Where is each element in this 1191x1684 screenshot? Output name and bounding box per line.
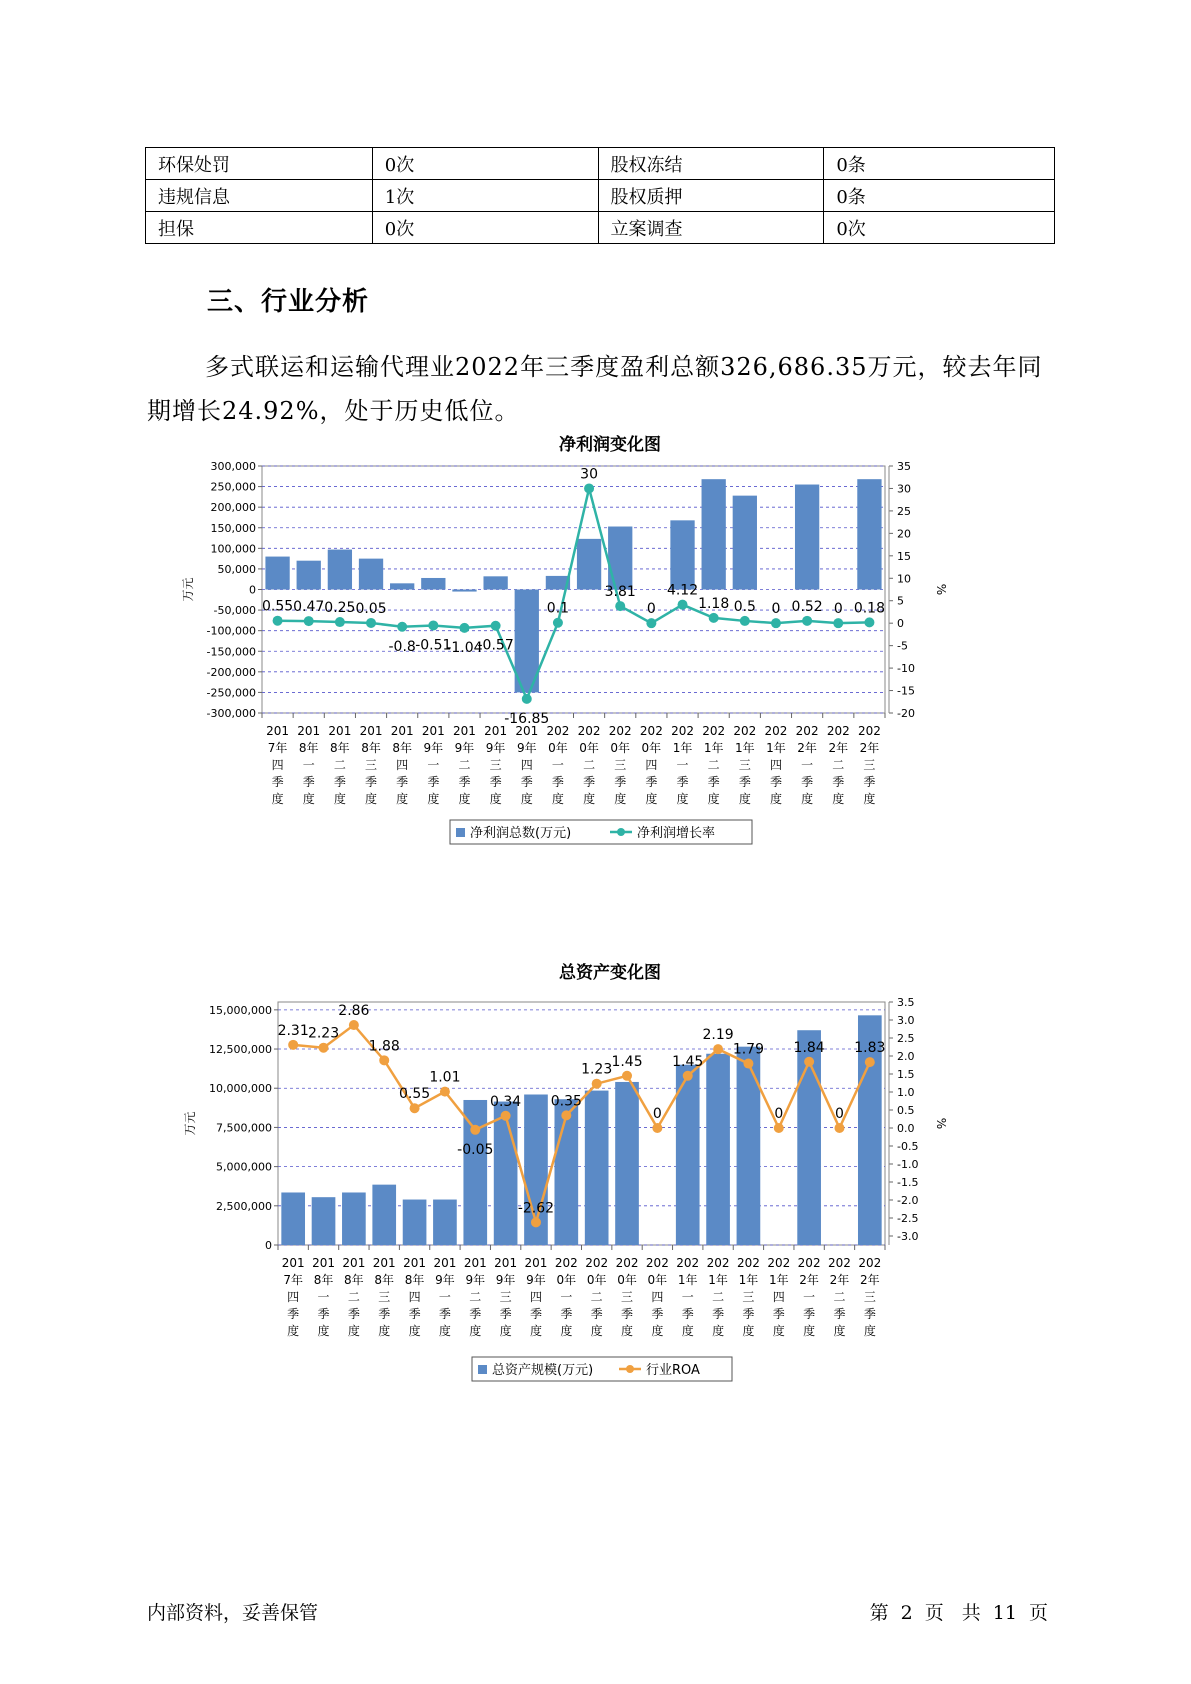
line-point bbox=[522, 694, 532, 704]
line-point-label: -1.04 bbox=[446, 639, 483, 656]
line-point-label: -0.8 bbox=[388, 638, 416, 655]
line-point-label: 0 bbox=[835, 1106, 844, 1122]
total-assets-chart-title: 总资产变化图 bbox=[559, 963, 661, 983]
line-point-label: -0.57 bbox=[477, 637, 514, 654]
line-point bbox=[615, 601, 625, 611]
risk-item-label: 股权质押 bbox=[598, 180, 824, 212]
y2-tick-label: -3.0 bbox=[897, 1230, 919, 1243]
line-point bbox=[304, 616, 314, 626]
bar bbox=[421, 578, 445, 590]
bar bbox=[452, 590, 476, 592]
bar bbox=[328, 550, 352, 590]
line-point bbox=[501, 1111, 511, 1121]
y-axis-title: 万元 bbox=[183, 1111, 197, 1136]
bar bbox=[795, 485, 819, 590]
y2-tick-label: -1.0 bbox=[897, 1158, 919, 1171]
y2-tick-label: -15 bbox=[897, 684, 915, 698]
y2-tick-label: 2.5 bbox=[897, 1032, 915, 1045]
line-point bbox=[273, 616, 283, 626]
line-point-label: 0 bbox=[646, 601, 656, 618]
line-point-label: 0.52 bbox=[791, 598, 823, 615]
bar bbox=[265, 557, 289, 590]
line-point bbox=[804, 1057, 814, 1067]
line-point bbox=[652, 1123, 662, 1133]
x-tick-label: 202 1年二季度 bbox=[702, 724, 726, 806]
y2-tick-label: 0 bbox=[897, 617, 904, 631]
risk-table-row bbox=[146, 148, 1055, 180]
x-tick-label: 201 9年一季度 bbox=[433, 1256, 457, 1338]
line-point-label: 0.25 bbox=[324, 600, 356, 617]
x-tick-label: 202 1年三季度 bbox=[736, 1256, 760, 1338]
line-point bbox=[771, 618, 781, 628]
line-point-label: 1.84 bbox=[793, 1039, 825, 1056]
y2-tick-label: 3.0 bbox=[897, 1014, 915, 1027]
y-tick-label: 150,000 bbox=[210, 521, 256, 535]
total-assets-chart bbox=[180, 958, 1040, 1398]
line-point bbox=[864, 617, 874, 627]
line-point bbox=[743, 1059, 753, 1069]
line-point-label: 0.35 bbox=[550, 1093, 582, 1110]
x-tick-label: 202 1年四季度 bbox=[764, 724, 788, 806]
y-tick-label: 7,500,000 bbox=[216, 1121, 272, 1135]
footer-note: 内部资料，妥善保管 bbox=[147, 1602, 319, 1624]
x-tick-label: 202 2年三季度 bbox=[858, 1256, 882, 1338]
x-tick-label: 201 9年一季度 bbox=[421, 724, 445, 806]
y2-tick-label: 25 bbox=[897, 504, 911, 518]
line-point bbox=[410, 1103, 420, 1113]
risk-item-value: 0条 bbox=[824, 180, 1055, 212]
line-point-label: 0 bbox=[833, 601, 843, 618]
y2-tick-label: 3.5 bbox=[897, 996, 915, 1009]
y-tick-label: 2,500,000 bbox=[216, 1199, 272, 1213]
x-tick-label: 202 2年一季度 bbox=[795, 724, 819, 806]
line-point-label: 2.31 bbox=[277, 1022, 309, 1039]
line-point-label: 0 bbox=[652, 1106, 662, 1122]
line-point bbox=[319, 1043, 329, 1053]
line-point-label: 3.81 bbox=[604, 584, 636, 601]
bar bbox=[403, 1200, 427, 1245]
line-point bbox=[366, 618, 376, 628]
x-tick-label: 201 9年四季度 bbox=[515, 724, 539, 806]
line-point-label: 30 bbox=[580, 466, 598, 483]
y2-tick-label: 15 bbox=[897, 549, 911, 563]
page-unit: 页 bbox=[924, 1602, 944, 1624]
x-tick-label: 202 2年二季度 bbox=[826, 724, 850, 806]
x-tick-label: 202 0年三季度 bbox=[615, 1256, 639, 1338]
bar bbox=[342, 1192, 366, 1245]
x-tick-label: 202 2年三季度 bbox=[857, 724, 881, 806]
legend-bar-label: 净利润总数(万元) bbox=[470, 826, 572, 841]
y2-tick-label: 10 bbox=[897, 572, 911, 586]
y2-tick-label: -2.5 bbox=[897, 1212, 919, 1225]
y2-axis-title: % bbox=[934, 583, 948, 596]
x-tick-label: 201 8年一季度 bbox=[312, 1256, 335, 1338]
line-point-label: 0.47 bbox=[293, 599, 325, 616]
bar bbox=[615, 1082, 639, 1245]
line-point bbox=[865, 1057, 875, 1067]
bar bbox=[733, 496, 757, 590]
line-point-label: 1.45 bbox=[611, 1053, 643, 1070]
line-point bbox=[440, 1087, 450, 1097]
line-point bbox=[584, 483, 594, 493]
bar bbox=[483, 576, 507, 589]
line-point bbox=[709, 613, 719, 623]
line-point-label: 0.55 bbox=[398, 1086, 431, 1103]
line-point-label: 1.45 bbox=[672, 1053, 704, 1070]
legend-bar-swatch bbox=[456, 828, 465, 837]
line-point-label: 2.23 bbox=[307, 1025, 340, 1042]
bar bbox=[390, 583, 414, 589]
line-point bbox=[470, 1125, 480, 1135]
x-tick-label: 201 8年二季度 bbox=[342, 1256, 366, 1338]
bar bbox=[857, 479, 881, 589]
line-point-label: 1.79 bbox=[732, 1041, 765, 1058]
x-tick-label: 201 8年四季度 bbox=[390, 724, 414, 806]
legend-line-marker bbox=[617, 828, 625, 836]
net-profit-chart-title: 净利润变化图 bbox=[559, 435, 661, 455]
bar bbox=[608, 527, 632, 590]
y2-tick-label: -20 bbox=[897, 707, 915, 720]
y-tick-label: -100,000 bbox=[206, 624, 256, 638]
x-tick-label: 202 0年二季度 bbox=[577, 724, 601, 806]
y-tick-label: 0 bbox=[265, 1239, 272, 1252]
risk-table bbox=[145, 147, 1055, 244]
line-point-label: -2.62 bbox=[517, 1200, 555, 1217]
line-point-label: 0 bbox=[771, 601, 781, 618]
y2-tick-label: 1.5 bbox=[897, 1068, 915, 1081]
risk-item-value: 0条 bbox=[824, 148, 1055, 180]
line-point bbox=[459, 623, 469, 633]
line-point-label: 1.18 bbox=[698, 595, 730, 612]
line-point bbox=[491, 621, 501, 631]
risk-table-row bbox=[146, 212, 1055, 244]
line-point bbox=[335, 617, 345, 627]
y-tick-label: 5,000,000 bbox=[216, 1160, 272, 1174]
y2-tick-label: -1.5 bbox=[897, 1176, 919, 1189]
total-prefix: 共 bbox=[961, 1602, 981, 1624]
line-point-label: 1.23 bbox=[581, 1061, 613, 1078]
legend-line-marker bbox=[626, 1365, 634, 1373]
legend-bar-swatch bbox=[478, 1365, 487, 1374]
line-point bbox=[288, 1040, 298, 1050]
net-profit-chart-svg bbox=[180, 430, 1040, 850]
line-point bbox=[802, 616, 812, 626]
y-tick-label: 15,000,000 bbox=[209, 1003, 272, 1017]
line-point bbox=[553, 618, 563, 628]
line-point-label: 1.88 bbox=[368, 1038, 400, 1055]
x-tick-label: 201 8年四季度 bbox=[403, 1256, 427, 1338]
y-tick-label: -200,000 bbox=[206, 665, 256, 679]
total-unit: 页 bbox=[1028, 1602, 1048, 1624]
x-tick-label: 202 0年三季度 bbox=[608, 724, 632, 806]
y2-tick-label: -0.5 bbox=[897, 1140, 919, 1153]
x-tick-label: 202 1年一季度 bbox=[676, 1256, 700, 1338]
y-tick-label: 300,000 bbox=[210, 460, 256, 473]
line-point-label: 0.5 bbox=[733, 598, 756, 615]
line-point bbox=[774, 1123, 784, 1133]
bar bbox=[670, 520, 694, 589]
x-tick-label: 201 8年三季度 bbox=[359, 724, 383, 806]
y2-tick-label: 0.0 bbox=[897, 1122, 915, 1135]
risk-item-label: 立案调查 bbox=[598, 212, 824, 244]
bar bbox=[554, 1099, 578, 1245]
line-point-label: 2.19 bbox=[702, 1027, 734, 1044]
total-assets-chart-svg bbox=[180, 958, 1040, 1398]
bar bbox=[494, 1102, 518, 1245]
bar bbox=[281, 1192, 305, 1245]
risk-item-value: 0次 bbox=[824, 212, 1055, 244]
x-tick-label: 202 1年四季度 bbox=[767, 1256, 791, 1338]
analysis-paragraph: 多式联运和运输代理业2022年三季度盈利总额326,686.35万元，较去年同期增长24.92%，处于历史低位。 bbox=[147, 353, 1043, 425]
x-tick-label: 201 7年四季度 bbox=[281, 1256, 305, 1338]
y2-tick-label: 5 bbox=[897, 594, 904, 608]
y2-tick-label: 1.0 bbox=[897, 1086, 915, 1099]
y2-tick-label: 35 bbox=[897, 460, 911, 473]
x-tick-label: 201 9年二季度 bbox=[453, 724, 476, 806]
line-point-label: 0.1 bbox=[546, 600, 570, 617]
line-point-label: 4.12 bbox=[666, 582, 699, 599]
bar bbox=[359, 559, 383, 590]
x-tick-label: 202 1年二季度 bbox=[706, 1256, 730, 1338]
y2-tick-label: -2.0 bbox=[897, 1194, 919, 1207]
x-tick-label: 201 9年四季度 bbox=[524, 1256, 548, 1338]
x-tick-label: 202 0年四季度 bbox=[645, 1256, 669, 1338]
line-point-label: 0.34 bbox=[490, 1093, 522, 1110]
bar bbox=[706, 1054, 730, 1245]
line-point-label: 0.18 bbox=[853, 600, 886, 617]
bar bbox=[297, 561, 321, 590]
x-tick-label: 201 7年四季度 bbox=[266, 724, 290, 806]
x-tick-label: 201 9年三季度 bbox=[494, 1256, 518, 1338]
y-tick-label: 10,000,000 bbox=[209, 1082, 272, 1096]
y-tick-label: -250,000 bbox=[206, 686, 256, 700]
x-tick-label: 202 1年三季度 bbox=[733, 724, 757, 806]
risk-item-label: 环保处罚 bbox=[146, 148, 373, 180]
y2-tick-label: 20 bbox=[897, 527, 911, 541]
y-tick-label: -150,000 bbox=[206, 645, 256, 659]
y2-tick-label: -10 bbox=[897, 662, 915, 676]
line-point bbox=[561, 1110, 571, 1120]
risk-item-label: 担保 bbox=[146, 212, 373, 244]
line-point-label: 1.83 bbox=[854, 1040, 886, 1057]
net-profit-chart bbox=[180, 430, 1040, 850]
risk-item-label: 股权冻结 bbox=[598, 148, 824, 180]
bar bbox=[585, 1091, 609, 1245]
line-point bbox=[646, 618, 656, 628]
line-point-label: 0.55 bbox=[261, 598, 294, 615]
y-axis-title: 万元 bbox=[181, 577, 195, 602]
line-point bbox=[683, 1071, 693, 1081]
bar bbox=[312, 1197, 336, 1245]
line-point-label: 0.05 bbox=[355, 600, 387, 617]
y-tick-label: -300,000 bbox=[206, 707, 256, 720]
line-point-label: -0.05 bbox=[457, 1141, 494, 1158]
y2-axis-title: % bbox=[934, 1117, 948, 1130]
x-tick-label: 201 8年二季度 bbox=[328, 724, 352, 806]
bar bbox=[463, 1100, 487, 1245]
page-number: 2 bbox=[900, 1602, 913, 1624]
x-tick-label: 202 2年一季度 bbox=[797, 1256, 821, 1338]
line-point-label: 0 bbox=[774, 1106, 784, 1122]
bar bbox=[737, 1047, 761, 1245]
legend-line-label: 净利润增长率 bbox=[637, 826, 716, 841]
y-tick-label: 250,000 bbox=[210, 480, 256, 494]
y-tick-label: 200,000 bbox=[210, 501, 256, 515]
line-point-label: -0.51 bbox=[415, 637, 452, 654]
line-point bbox=[740, 616, 750, 626]
section-heading: 三、行业分析 bbox=[207, 287, 370, 317]
y-tick-label: 12,500,000 bbox=[209, 1043, 272, 1057]
x-tick-label: 201 9年三季度 bbox=[484, 724, 508, 806]
line-point-label: 1.01 bbox=[429, 1069, 461, 1086]
x-tick-label: 202 0年一季度 bbox=[546, 724, 570, 806]
line-point bbox=[349, 1020, 359, 1030]
y-tick-label: 100,000 bbox=[210, 542, 256, 556]
risk-item-label: 违规信息 bbox=[146, 180, 373, 212]
x-tick-label: 202 0年四季度 bbox=[639, 724, 663, 806]
y-tick-label: 0 bbox=[249, 583, 256, 597]
legend-line-label: 行业ROA bbox=[646, 1363, 700, 1378]
line-point-label: -16.85 bbox=[504, 710, 550, 727]
y2-tick-label: 30 bbox=[897, 482, 911, 496]
y-tick-label: 50,000 bbox=[217, 562, 256, 576]
line-point bbox=[531, 1217, 541, 1227]
risk-item-value: 0次 bbox=[372, 212, 598, 244]
y2-tick-label: 0.5 bbox=[897, 1104, 915, 1117]
page-prefix: 第 bbox=[869, 1602, 889, 1624]
line-point bbox=[592, 1079, 602, 1089]
line-point bbox=[678, 600, 688, 610]
y2-tick-label: 2.0 bbox=[897, 1050, 915, 1063]
x-tick-label: 202 2年二季度 bbox=[828, 1256, 851, 1338]
line-point bbox=[428, 620, 438, 630]
risk-table-row bbox=[146, 180, 1055, 212]
x-tick-label: 202 0年一季度 bbox=[554, 1256, 578, 1338]
bar bbox=[577, 539, 601, 590]
line-point bbox=[713, 1044, 723, 1054]
y-tick-label: -50,000 bbox=[213, 604, 256, 618]
risk-item-value: 0次 bbox=[372, 148, 598, 180]
line-point bbox=[622, 1071, 632, 1081]
y2-tick-label: -5 bbox=[897, 639, 908, 653]
x-tick-label: 202 0年二季度 bbox=[585, 1256, 609, 1338]
x-tick-label: 201 8年三季度 bbox=[372, 1256, 396, 1338]
line-point bbox=[834, 1123, 844, 1133]
risk-item-value: 1次 bbox=[372, 180, 598, 212]
bar bbox=[702, 479, 726, 589]
total-pages: 11 bbox=[992, 1602, 1017, 1624]
bar bbox=[433, 1200, 457, 1245]
line-point-label: 2.86 bbox=[338, 1003, 370, 1020]
x-tick-label: 201 9年二季度 bbox=[463, 1256, 487, 1338]
line-point bbox=[397, 622, 407, 632]
x-tick-label: 202 1年一季度 bbox=[671, 724, 694, 806]
line-point bbox=[379, 1055, 389, 1065]
x-tick-label: 201 8年一季度 bbox=[297, 724, 321, 806]
bar bbox=[372, 1185, 396, 1245]
page-indicator bbox=[864, 1598, 1054, 1625]
legend-bar-label: 总资产规模(万元) bbox=[492, 1363, 594, 1378]
line-point bbox=[833, 618, 843, 628]
